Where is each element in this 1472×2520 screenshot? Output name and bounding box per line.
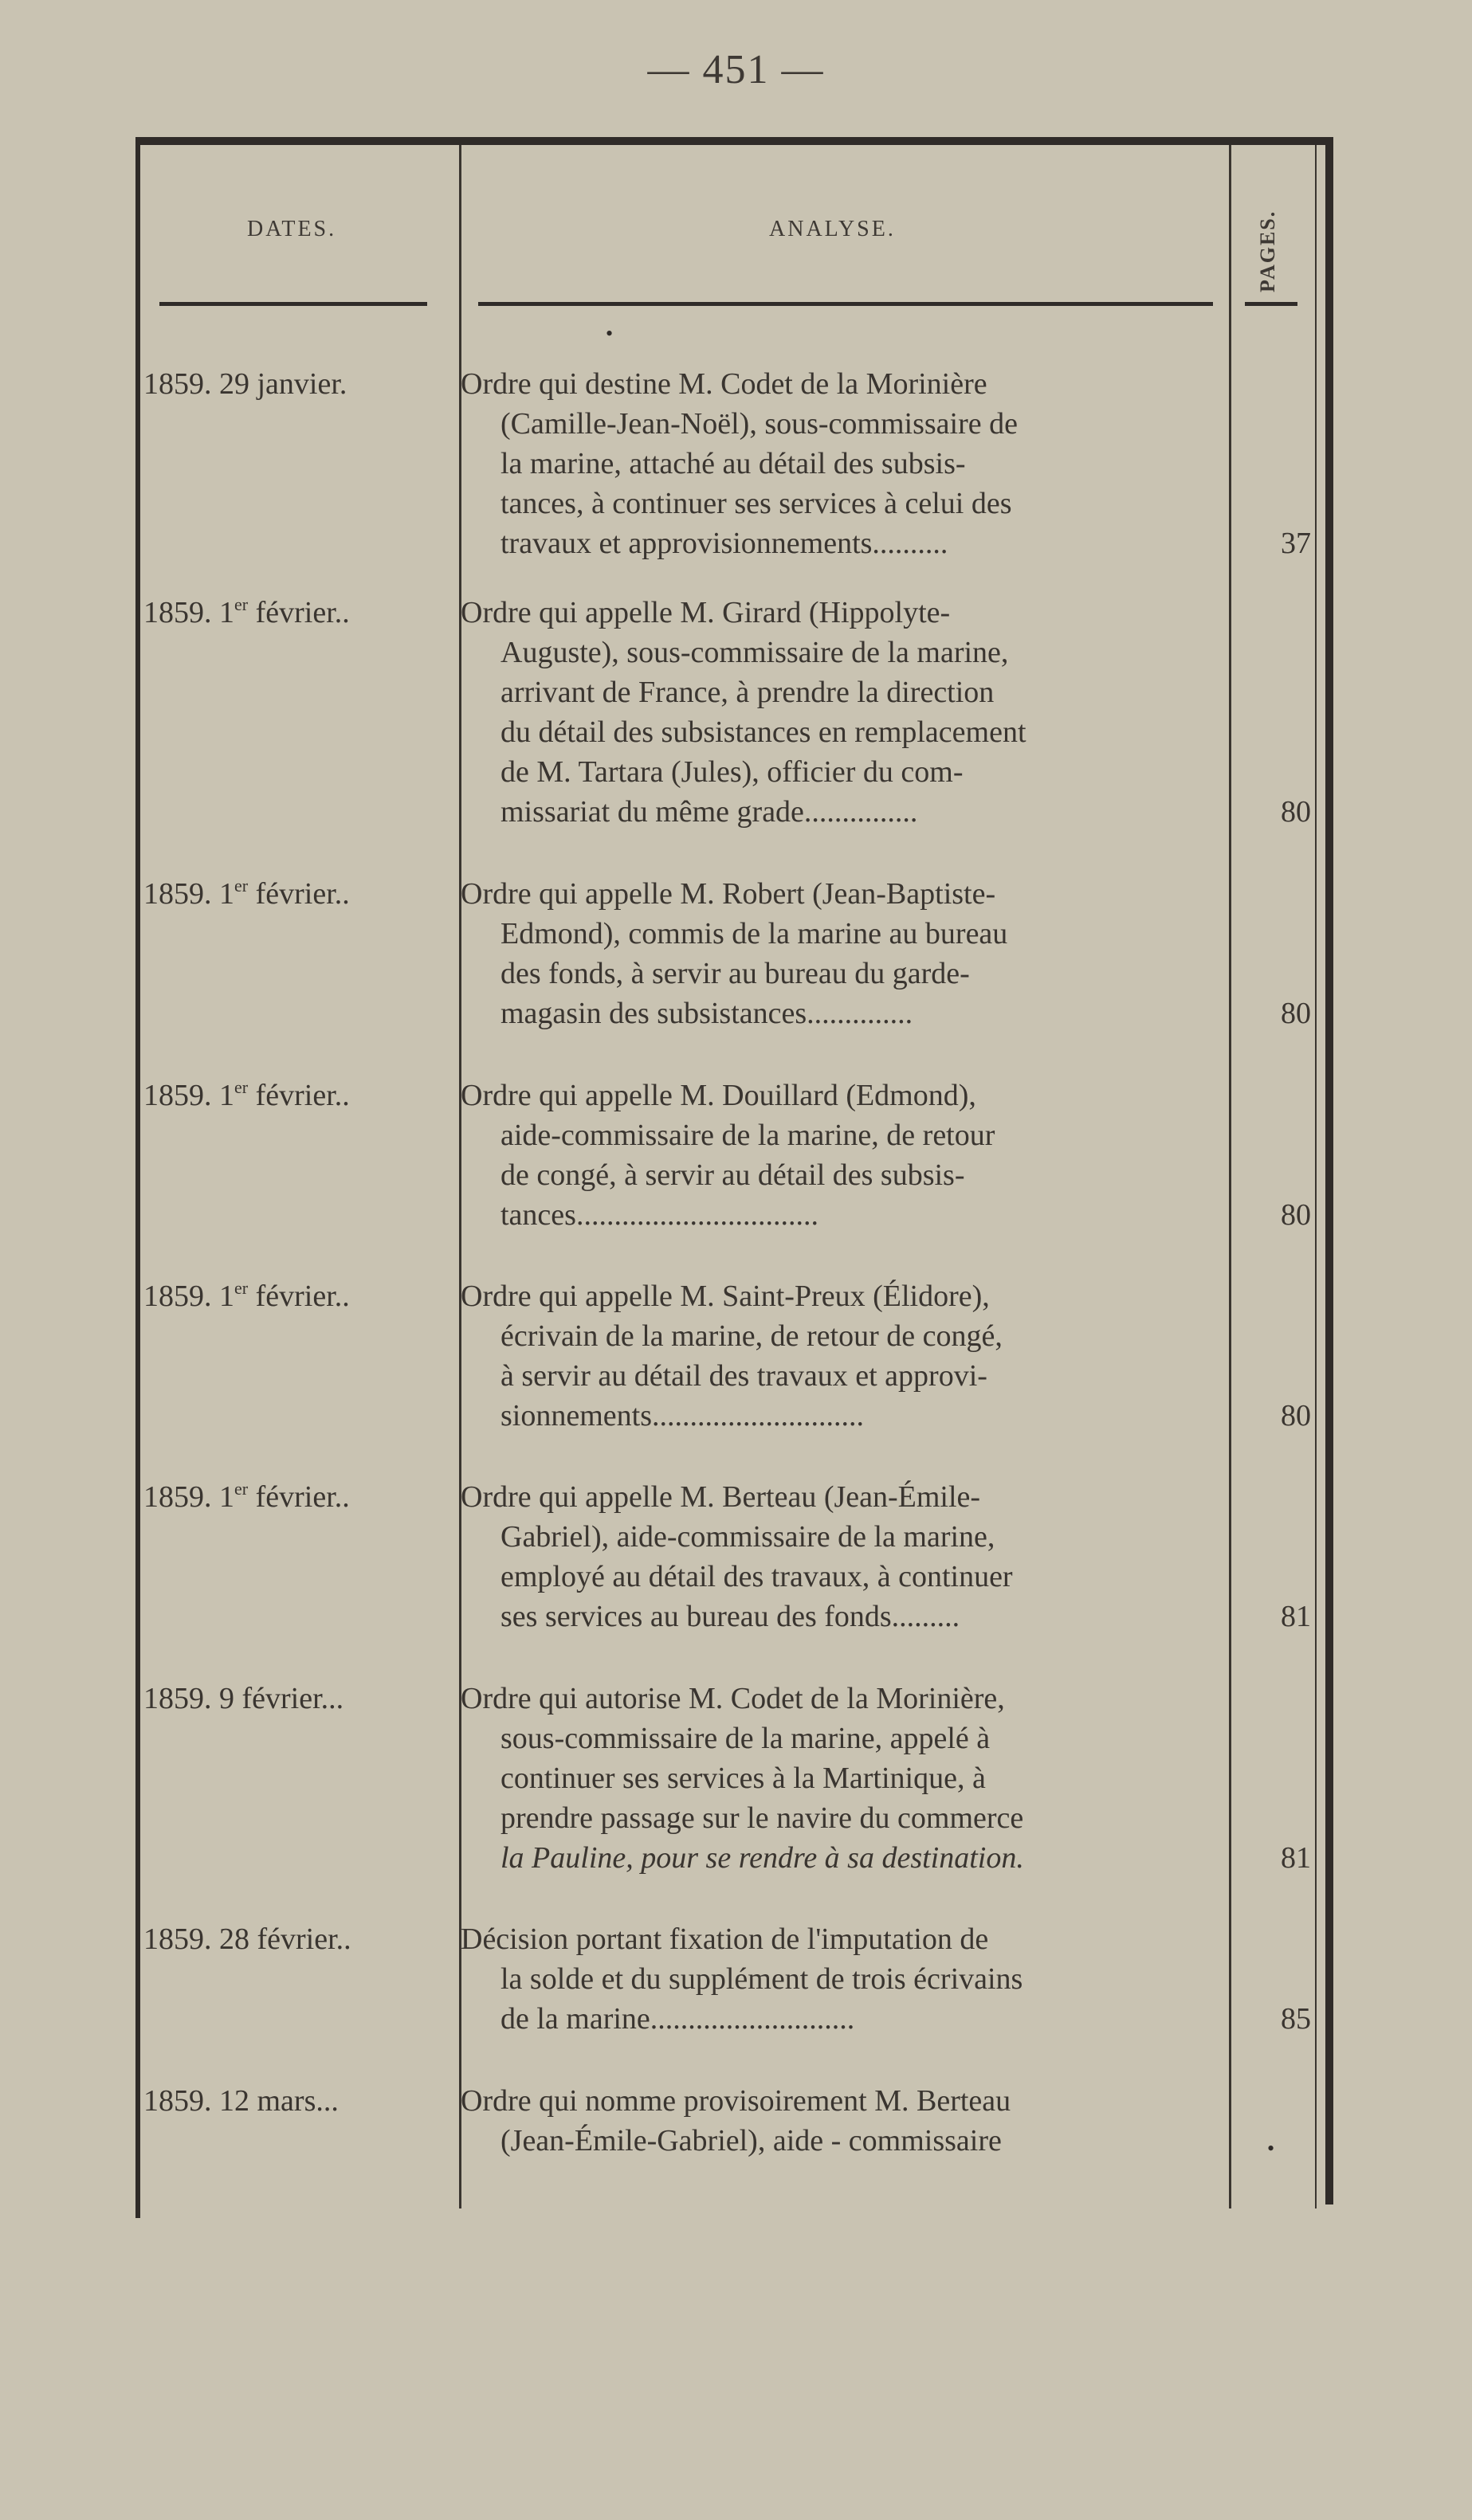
analysis-line: Edmond), commis de la marine au bureau — [500, 917, 1008, 950]
entry-page-ref: 81 — [1281, 1841, 1311, 1875]
entry-analysis — [461, 874, 1226, 1033]
entry-analysis — [461, 1076, 1226, 1235]
entry-analysis — [461, 1276, 1226, 1436]
entry-page-ref: 81 — [1281, 1600, 1311, 1633]
analysis-line: travaux et approvisionnements.......... — [500, 527, 948, 560]
analysis-line: (Camille-Jean-Noël), sous-commissaire de — [500, 407, 1018, 441]
analysis-line: prendre passage sur le navire du commerce — [500, 1801, 1024, 1835]
entry-analysis — [461, 1919, 1226, 2039]
analysis-line: la solde et du supplément de trois écrivains — [500, 1962, 1023, 1996]
analysis-line: sionnements............................ — [500, 1399, 864, 1432]
column-header-pages: PAGES. — [1256, 210, 1279, 292]
analysis-line: Ordre qui nomme provisoirement M. Berteau — [461, 2084, 1011, 2118]
analysis-line: Gabriel), aide-commissaire de la marine, — [500, 1520, 995, 1554]
analysis-line: continuer ses services à la Martinique, à — [500, 1762, 986, 1795]
header-rule-dates — [159, 302, 427, 306]
analysis-line: tances, à continuer ses services à celui des — [500, 487, 1012, 520]
entry-analysis — [461, 593, 1226, 832]
entry-page-ref: 80 — [1281, 1198, 1311, 1232]
analysis-line: aide-commissaire de la marine, de retour — [500, 1119, 995, 1152]
table-top-rule — [135, 137, 1333, 145]
header-rule-analyse — [478, 302, 1213, 306]
analysis-line: employé au détail des travaux, à continuer — [500, 1560, 1013, 1593]
analysis-line: Ordre qui appelle M. Berteau (Jean-Émile- — [461, 1480, 981, 1514]
analysis-line: (Jean-Émile-Gabriel), aide - commissaire — [500, 2124, 1002, 2157]
entry-analysis — [461, 1679, 1226, 1878]
entry-date: 1859. 29 janvier. — [143, 367, 347, 401]
entry-analysis — [461, 2081, 1226, 2161]
analysis-line: arrivant de France, à prendre la direction — [500, 676, 995, 709]
page-number: — 451 — — [647, 47, 825, 92]
entry-page-ref: 80 — [1281, 1399, 1311, 1432]
analysis-line: Ordre qui autorise M. Codet de la Morinière, — [461, 1682, 1005, 1715]
entry-analysis — [461, 364, 1226, 563]
entry-page-ref: 85 — [1281, 2002, 1311, 2036]
analysis-line: tances................................ — [500, 1198, 818, 1232]
entry-date: 1859. 1er février.. — [143, 1077, 350, 1112]
analysis-line: Ordre qui destine M. Codet de la Morinière — [461, 367, 987, 401]
column-divider-pages — [1315, 145, 1317, 2208]
entry-page-ref: 80 — [1281, 795, 1311, 829]
analysis-line: ses services au bureau des fonds......... — [500, 1600, 960, 1633]
register-table — [135, 137, 1333, 2218]
analysis-line: des fonds, à servir au bureau du garde- — [500, 957, 970, 990]
analysis-line: de la marine........................... — [500, 2002, 855, 2036]
entry-date: 1859. 9 février... — [143, 1682, 344, 1715]
table-right-rule — [1325, 137, 1333, 2205]
column-header-dates: DATES. — [247, 217, 337, 241]
analysis-line: Décision portant fixation de l'imputation de — [461, 1922, 989, 1956]
entry-page-ref: 80 — [1281, 997, 1311, 1030]
entry-analysis — [461, 1477, 1226, 1636]
entry-date: 1859. 1er février.. — [143, 1278, 350, 1313]
ink-dot: • — [1267, 2137, 1275, 2160]
analysis-line: sous-commissaire de la marine, appelé à — [500, 1722, 991, 1755]
table-left-rule — [135, 137, 140, 2218]
column-header-analyse: ANALYSE. — [769, 217, 896, 241]
analysis-line: du détail des subsistances en remplacement — [500, 715, 1026, 749]
entry-date: 1859. 1er février.. — [143, 1479, 350, 1514]
analysis-line: Ordre qui appelle M. Douillard (Edmond), — [461, 1079, 976, 1112]
analysis-line: écrivain de la marine, de retour de congé, — [500, 1319, 1003, 1353]
analysis-line: la Pauline, pour se rendre à sa destination. — [500, 1841, 1024, 1875]
analysis-line: Ordre qui appelle M. Saint-Preux (Élidore), — [461, 1280, 990, 1313]
analysis-line: Ordre qui appelle M. Robert (Jean-Baptiste- — [461, 877, 996, 911]
header-rule-pages — [1245, 302, 1297, 306]
analysis-line: de congé, à servir au détail des subsis- — [500, 1158, 965, 1192]
analysis-line: magasin des subsistances.............. — [500, 997, 913, 1030]
column-divider-analyse — [1229, 145, 1231, 2208]
entry-date: 1859. 1er février.. — [143, 594, 350, 629]
analysis-line: la marine, attaché au détail des subsis- — [500, 447, 966, 480]
analysis-line: missariat du même grade............... — [500, 795, 918, 829]
entry-date: 1859. 1er février.. — [143, 876, 350, 911]
entry-date: 1859. 28 février.. — [143, 1922, 351, 1956]
entry-date: 1859. 12 mars... — [143, 2084, 339, 2118]
ink-dot: • — [606, 322, 614, 345]
entry-page-ref: 37 — [1281, 527, 1311, 560]
analysis-line: Ordre qui appelle M. Girard (Hippolyte- — [461, 596, 951, 629]
analysis-line: de M. Tartara (Jules), officier du com- — [500, 755, 964, 789]
analysis-line: Auguste), sous-commissaire de la marine, — [500, 636, 1009, 669]
analysis-line: à servir au détail des travaux et approvi- — [500, 1359, 987, 1393]
